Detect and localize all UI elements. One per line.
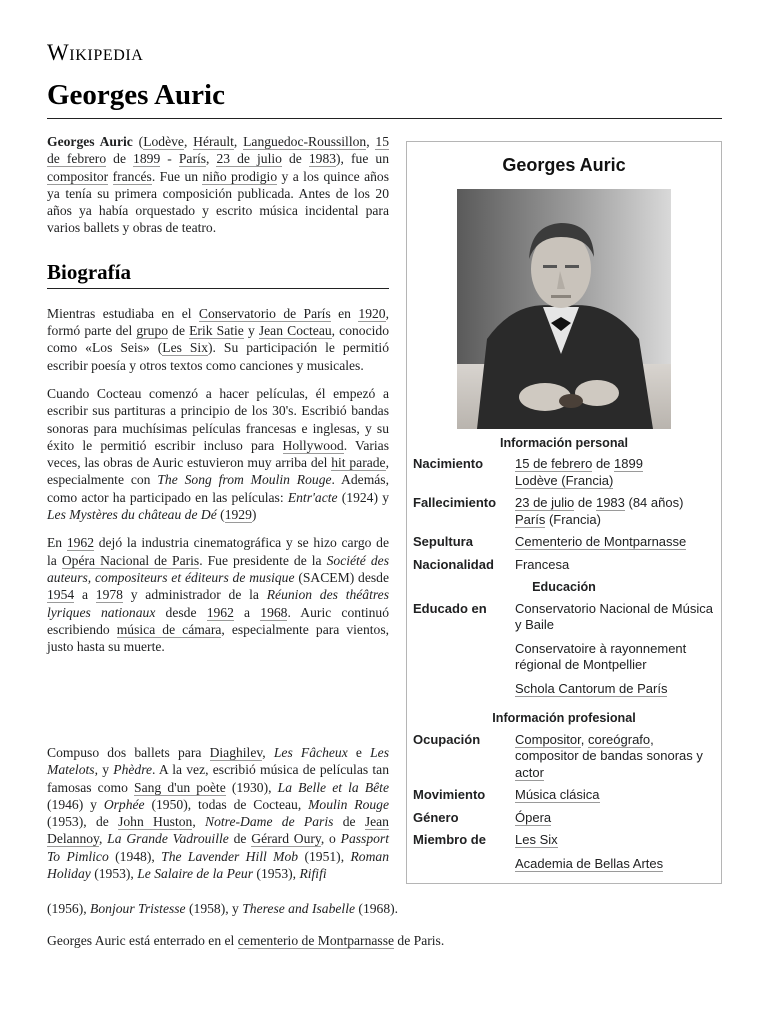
section-heading-biografia: Biografía	[47, 259, 389, 289]
link-grupo[interactable]: grupo	[136, 323, 169, 339]
link-hit-parade[interactable]: hit parade	[331, 455, 386, 471]
infobox-row-genero	[407, 810, 721, 827]
link-john-huston[interactable]: John Huston	[118, 814, 193, 830]
bio-paragraph-3: En 1962 dejó la industria cinematográfica y se hizo cargo de la Opéra Nacional de Paris. Fue presidente de la Société des auteurs, compositeurs et éditeurs de musique (SACEM) desde 1954 a 1978 y administrador de la Réunion des théâtres lyriques nationaux desde 1962 a 1968. Auric continuó escribiendo música de cámara, especialmente para vientos, justo hasta su muerte.	[47, 535, 390, 655]
link-diaghilev[interactable]: Diaghilev	[209, 745, 263, 760]
infobox-label: Movimiento	[413, 787, 486, 802]
link-1962-b[interactable]: 1962	[206, 604, 234, 620]
infobox-section-educacion: Educación	[532, 580, 596, 594]
link-1978[interactable]: 1978	[95, 587, 123, 603]
intro-paragraph: Georges Auric (Lodève, Hérault, Languedoc-Roussillon, 15 de febrero de 1899 - París, 23 de julio de 1983), fue un compositor francés. Fue un niño prodigio y a los quince años ya tenía su primera composición publicada. Antes de los 20 años ya había orquestado y escrito música incidental para varios ballets y obras de teatro.	[47, 134, 390, 236]
infobox-row-fallecimiento: Fallecimiento 23 de julio de 1983 (84 años) París (Francia)	[413, 495, 684, 527]
infobox-label: Género	[413, 809, 459, 825]
link-jean-cocteau[interactable]: Jean Cocteau	[258, 323, 332, 339]
link-cementerio[interactable]: cementerio de Montparnasse	[237, 933, 395, 948]
link-birth-date[interactable]: 15 de febrero	[47, 134, 390, 167]
link-ib-death-year[interactable]: 1983	[595, 495, 625, 510]
infobox-section-profesional: Información profesional	[492, 711, 636, 725]
link-jean-delannoy[interactable]: Jean Delannoy	[47, 814, 389, 847]
portrait-photo[interactable]	[457, 189, 671, 429]
link-ib-compositor[interactable]: Compositor	[515, 731, 581, 747]
link-herault[interactable]: Hérault	[193, 134, 234, 149]
link-ib-sepultura[interactable]: Cementerio de Montparnasse	[515, 534, 687, 549]
link-ib-les-six[interactable]: Les Six	[515, 832, 558, 847]
link-languedoc[interactable]: Languedoc-Roussillon	[243, 134, 367, 149]
infobox-row-sepultura	[407, 534, 721, 551]
link-compositor[interactable]: compositor	[47, 168, 109, 184]
link-conservatorio[interactable]: Conservatorio de París	[198, 305, 331, 321]
link-death-year[interactable]: 1983	[308, 151, 337, 167]
bio-paragraph-4: Compuso dos ballets para Diaghilev, Les Fâcheux e Les Matelots, y Phèdre. A la vez, escribió música de películas tan famosas como Sang d'un poète (1930), La Belle et la Bête (1946) y Orphée (1950), todas de Cocteau, Moulin Rouge (1953), de John Huston, Notre-Dame de Paris de Jean Delannoy, La Grande Vadrouille de Gérard Oury, o Passport To Pimlico (1948), The Lavender Hill Mob (1951), Roman Holiday (1953), Le Salaire de la Peur (1953), Rififi	[47, 745, 390, 882]
link-1962[interactable]: 1962	[66, 535, 94, 551]
link-ib-musica-clasica[interactable]: Música clásica	[515, 787, 600, 802]
link-musica-camara[interactable]: música de cámara	[116, 621, 222, 637]
link-erik-satie[interactable]: Erik Satie	[189, 323, 244, 339]
link-ib-birth-year[interactable]: 1899	[614, 456, 643, 471]
link-ib-schola[interactable]: Schola Cantorum de París	[515, 680, 668, 696]
link-1920[interactable]: 1920	[358, 305, 386, 321]
infobox-label: Miembro de	[413, 832, 486, 847]
infobox	[406, 141, 722, 884]
link-hollywood[interactable]: Hollywood	[282, 437, 344, 453]
link-les-six[interactable]: Les Six	[162, 340, 209, 356]
page-title: Georges Auric	[47, 78, 722, 119]
infobox-row-nacionalidad	[407, 557, 721, 574]
bio-paragraph-4-tail: (1956), Bonjour Tristesse (1958), y Therese and Isabelle (1968).	[47, 901, 399, 916]
link-death-date[interactable]: 23 de julio	[216, 151, 282, 167]
infobox-label: Ocupación	[413, 731, 481, 747]
link-ib-actor[interactable]: actor	[515, 764, 544, 780]
infobox-row-movimiento	[407, 787, 721, 804]
bio-paragraph-1: Mientras estudiaba en el Conservatorio de París en 1920, formó parte del grupo de Erik Satie y Jean Cocteau, conocido como «Los Seis» (Les Six). Su participación le permitió escribir poesía y otros textos como canciones y musicales.	[47, 305, 390, 373]
link-1968[interactable]: 1968	[260, 604, 288, 620]
link-ib-coreografo[interactable]: coreógrafo	[587, 731, 651, 747]
infobox-value: compositor de bandas sonoras	[515, 748, 693, 763]
link-1929[interactable]: 1929	[224, 507, 252, 523]
infobox-row-educado	[407, 601, 721, 705]
link-birth-year[interactable]: 1899	[133, 151, 161, 167]
link-ib-academia[interactable]: Academia de Bellas Artes	[515, 855, 664, 871]
link-nino-prodigio[interactable]: niño prodigio	[202, 168, 278, 184]
infobox-label: Nacionalidad	[413, 556, 494, 572]
infobox-label: Nacimiento	[413, 456, 484, 471]
link-frances[interactable]: francés	[112, 168, 152, 184]
link-ib-birth-place[interactable]: Lodève (Francia)	[515, 472, 614, 488]
subject-name: Georges Auric	[47, 134, 133, 149]
link-gerard-oury[interactable]: Gérard Oury	[251, 831, 321, 847]
wikipedia-wordmark[interactable]: Wikipedia	[47, 40, 144, 65]
bio-paragraph-5: Georges Auric está enterrado en el cementerio de Montparnasse de Paris.	[47, 933, 445, 948]
link-ib-birth-date[interactable]: 15 de febrero	[515, 456, 593, 471]
link-ib-death-date[interactable]: 23 de julio	[515, 495, 575, 510]
infobox-label: Sepultura	[413, 534, 473, 549]
article-body	[47, 133, 389, 666]
link-opera-paris[interactable]: Opéra Nacional de Paris	[61, 552, 200, 568]
link-sang-poete[interactable]: Sang d'un poète	[134, 779, 226, 795]
bio-paragraph-2: Cuando Cocteau comenzó a hacer películas, él empezó a escribir sus partituras a principio de los 30's. Escribió bandas sonoras para muchísimas películas francesas e inglesas, y su éxito le permitió escribir incluso para Hollywood. Varias veces, las obras de Auric estuvieron muy arriba del hit parade, especialmente con The Song from Moulin Rouge. Además, como actor ha participado en las películas: Entr'acte (1924) y Les Mystères du château de Dé (1929)	[47, 385, 389, 523]
infobox-label: Educado en	[413, 600, 487, 616]
infobox-row-miembro	[407, 832, 721, 879]
link-lodeve[interactable]: Lodève	[143, 134, 184, 149]
infobox-value: Conservatorio Nacional de Música y Baile	[515, 600, 713, 632]
link-ib-death-place[interactable]: París	[515, 511, 546, 527]
infobox-value: Conservatoire à rayonnement régional de Montpellier	[515, 640, 687, 672]
link-1954[interactable]: 1954	[47, 587, 75, 603]
infobox-title: Georges Auric	[502, 155, 626, 175]
link-ib-opera[interactable]: Ópera	[515, 809, 552, 825]
infobox-row-nacimiento: Nacimiento 15 de febrero de 1899 Lodève (Francia)	[413, 456, 643, 488]
infobox-section-personal: Información personal	[499, 435, 629, 450]
infobox-value: Francesa	[515, 556, 570, 572]
infobox-row-ocupacion: Ocupación Compositor, coreógrafo, compositor de bandas sonoras y actor	[413, 731, 703, 780]
infobox-label: Fallecimiento	[413, 495, 497, 510]
link-paris[interactable]: París	[178, 151, 207, 167]
